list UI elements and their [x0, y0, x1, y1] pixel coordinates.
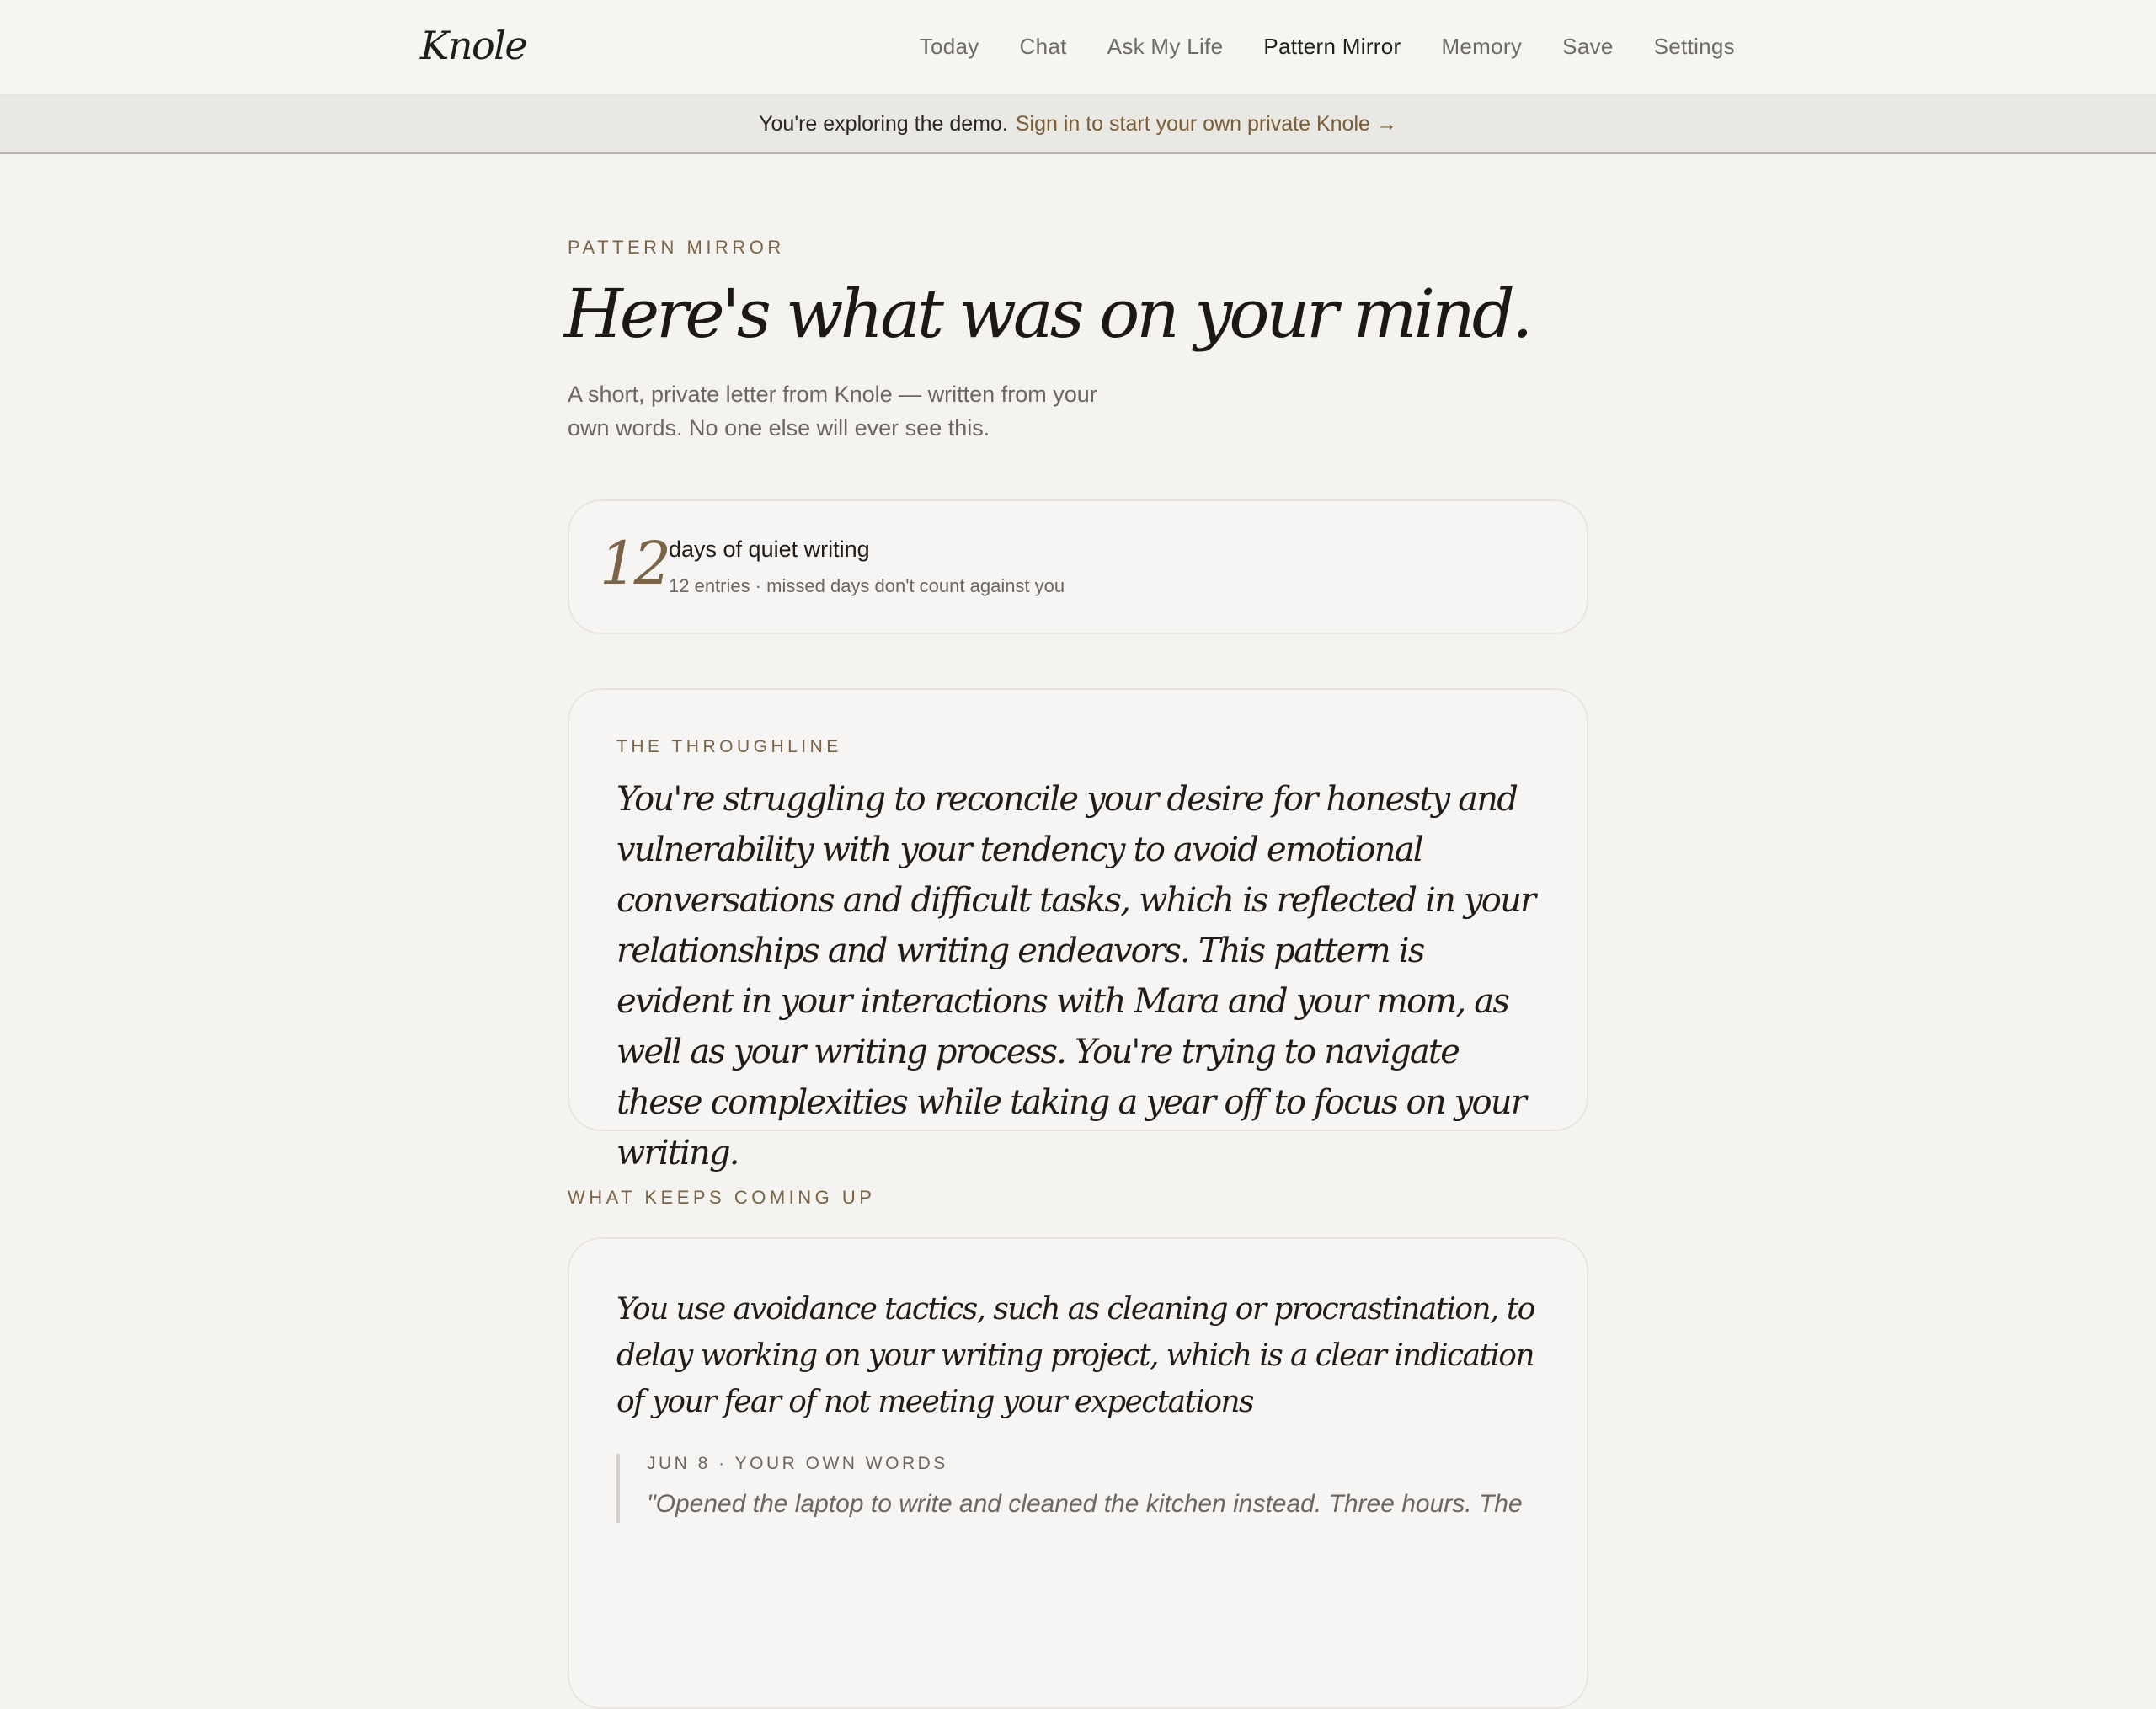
page-title: Here's what was on your mind.: [564, 275, 1530, 353]
keeps-coming-up-label: WHAT KEEPS COMING UP: [568, 1187, 876, 1208]
page-subtitle: A short, private letter from Knole — written from your own words. No one else will ever see this.: [568, 382, 1097, 441]
quote-text: "Opened the laptop to write and cleaned the kitchen instead. Three hours. The: [647, 1490, 1523, 1518]
nav-item-settings[interactable]: Settings: [1653, 34, 1735, 59]
streak-meta: 12 entries · missed days don't count against you: [669, 575, 1065, 596]
nav-item-chat[interactable]: Chat: [1019, 34, 1067, 59]
nav-item-ask-my-life[interactable]: Ask My Life: [1107, 34, 1224, 59]
pattern-card: [568, 1237, 1588, 1709]
nav-item-today[interactable]: Today: [919, 34, 979, 59]
nav-item-save[interactable]: Save: [1562, 34, 1614, 59]
streak-title: days of quiet writing: [669, 537, 870, 562]
throughline-label: THE THROUGHLINE: [616, 737, 842, 756]
streak-card: [568, 499, 1588, 634]
nav-item-pattern-mirror[interactable]: Pattern Mirror: [1263, 34, 1401, 59]
demo-banner: [0, 95, 2156, 154]
sign-in-link[interactable]: Sign in to start your own private Knole →: [1015, 111, 1397, 136]
throughline-card: [568, 688, 1588, 1172]
throughline-text: You're struggling to reconcile your desire for honesty and vulnerability with your tendency to avoid emotional conversations and difficult tasks, which is reflected in your relationships and writing endeavors. This pattern is evident in your interactions with Mara and your mom, as well as your writing process. You're trying to navigate these complexities while taking a year off to focus on your writing.: [616, 780, 1535, 1172]
nav-links: [920, 30, 1735, 62]
app-logo[interactable]: Knole: [420, 23, 527, 68]
pattern-text: You use avoidance tactics, such as cleaning or procrastination, to delay working on your writing project, which is a clear indication of your fear of not meeting your expectations: [616, 1292, 1534, 1419]
nav-item-memory[interactable]: Memory: [1441, 34, 1523, 59]
streak-count: 12: [600, 529, 669, 598]
demo-banner-text: You're exploring the demo.: [759, 111, 1008, 136]
quote-meta: JUN 8 · YOUR OWN WORDS: [647, 1454, 948, 1473]
top-navigation: [0, 0, 2156, 95]
quote-block: [616, 1454, 1540, 1523]
page-eyebrow: PATTERN MIRROR: [568, 237, 785, 258]
